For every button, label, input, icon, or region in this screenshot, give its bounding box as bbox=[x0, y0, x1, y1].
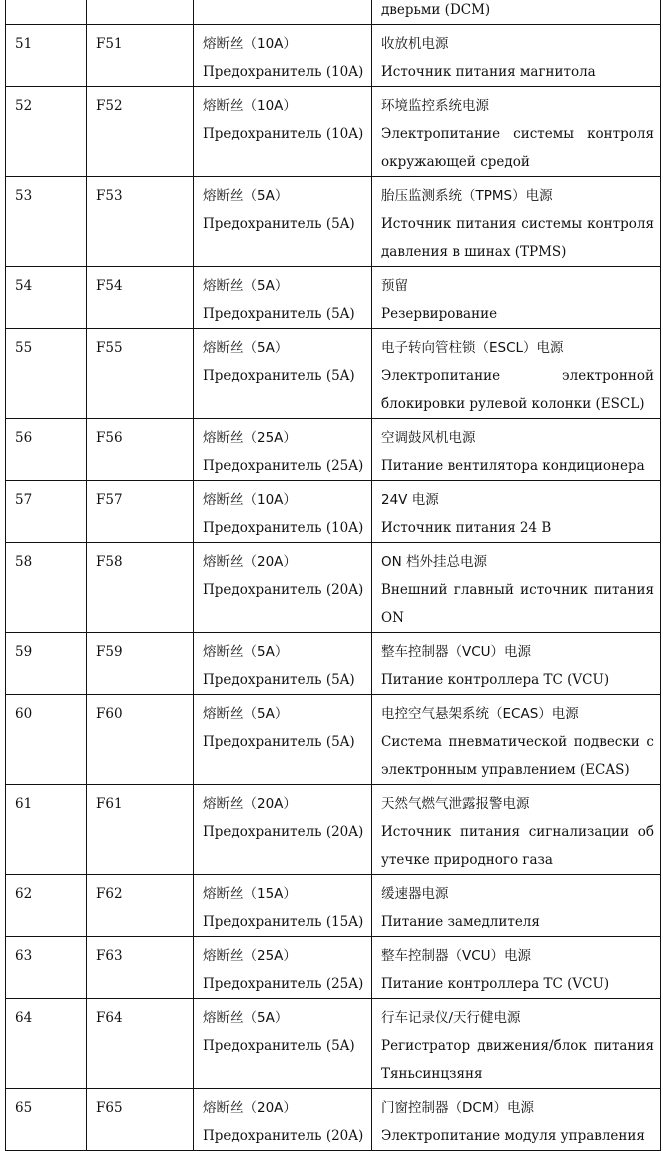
function-cn: 电控空气悬架系统（ECAS）电源 bbox=[381, 706, 579, 722]
row-number-cell bbox=[6, 87, 87, 177]
function-cn: 缓速器电源 bbox=[381, 886, 449, 902]
row-number-cell bbox=[6, 25, 87, 87]
fuse-rating-ru: Предохранитель (10A) bbox=[203, 520, 364, 536]
function-cell bbox=[372, 177, 661, 267]
function-cell bbox=[372, 25, 661, 87]
function-ru-line: ON bbox=[381, 610, 404, 626]
row-number-cell bbox=[6, 937, 87, 999]
function-cell bbox=[372, 633, 661, 695]
fuse-code: F55 bbox=[96, 340, 123, 356]
fuse-rating-ru: Предохранитель (5A) bbox=[203, 734, 355, 750]
row-number: 53 bbox=[15, 188, 33, 204]
row-number-cell bbox=[6, 875, 87, 937]
fuse-code: F52 bbox=[96, 98, 123, 114]
fuse-rating-cn: 熔断丝（20A） bbox=[203, 796, 297, 812]
fuse-rating-ru: Предохранитель (5A) bbox=[203, 1038, 355, 1054]
fuse-rating-cell bbox=[194, 0, 372, 25]
fuse-code: F63 bbox=[96, 948, 123, 964]
function-cn: 电子转向管柱锁（ESCL）电源 bbox=[381, 340, 564, 356]
row-number: 60 bbox=[15, 706, 33, 722]
function-ru-line: Тяньсинцзяня bbox=[381, 1066, 483, 1082]
fuse-rating-cell bbox=[194, 267, 372, 329]
table-row bbox=[6, 543, 661, 633]
fuse-rating-ru: Предохранитель (5A) bbox=[203, 368, 355, 384]
fuse-code: F60 bbox=[96, 706, 123, 722]
fuse-rating-cn: 熔断丝（5A） bbox=[203, 1010, 289, 1026]
function-ru-line: Питание замедлителя bbox=[381, 914, 540, 930]
function-cell bbox=[372, 267, 661, 329]
function-cn: 行车记录仪/天行健电源 bbox=[381, 1010, 521, 1026]
row-number: 55 bbox=[15, 340, 33, 356]
function-ru-line: Внешний главный источник питания bbox=[381, 582, 654, 598]
fuse-rating-cn: 熔断丝（20A） bbox=[203, 554, 297, 570]
row-number: 65 bbox=[15, 1100, 33, 1116]
function-ru-line: Источник питания сигнализации об bbox=[381, 824, 654, 840]
row-number-cell bbox=[6, 785, 87, 875]
fuse-rating-cell bbox=[194, 695, 372, 785]
row-number: 62 bbox=[15, 886, 33, 902]
fuse-code-cell bbox=[87, 0, 194, 25]
function-ru-line: Питание контроллера ТС (VCU) bbox=[381, 976, 610, 992]
fuse-rating-cn: 熔断丝（10A） bbox=[203, 36, 297, 52]
function-cn: 空调鼓风机电源 bbox=[381, 430, 476, 446]
fuse-rating-ru: Предохранитель (5A) bbox=[203, 216, 355, 232]
row-number: 63 bbox=[15, 948, 33, 964]
fuse-table bbox=[5, 0, 661, 1151]
fuse-rating-ru: Предохранитель (15A) bbox=[203, 914, 364, 930]
table-row bbox=[6, 1089, 661, 1151]
fuse-code-cell bbox=[87, 87, 194, 177]
fuse-code-cell bbox=[87, 875, 194, 937]
fuse-code: F59 bbox=[96, 644, 123, 660]
function-ru-line: электронным управлением (ECAS) bbox=[381, 762, 630, 778]
function-ru-line: дверьми (DCM) bbox=[381, 2, 491, 18]
function-ru-line: Электропитание электронной bbox=[381, 368, 654, 384]
function-ru-line: утечке природного газа bbox=[381, 852, 553, 868]
table-row bbox=[6, 329, 661, 419]
fuse-rating-cn: 熔断丝（5A） bbox=[203, 278, 289, 294]
fuse-rating-cn: 熔断丝（20A） bbox=[203, 1100, 297, 1116]
fuse-rating-cell bbox=[194, 329, 372, 419]
fuse-code-cell bbox=[87, 329, 194, 419]
fuse-code-cell bbox=[87, 695, 194, 785]
row-number-cell bbox=[6, 543, 87, 633]
fuse-code: F57 bbox=[96, 492, 123, 508]
table-row bbox=[6, 419, 661, 481]
fuse-rating-ru: Предохранитель (10A) bbox=[203, 64, 364, 80]
function-cn: 24V 电源 bbox=[381, 492, 439, 508]
table-row bbox=[6, 481, 661, 543]
function-ru-line: Источник питания системы контроля bbox=[381, 216, 654, 232]
fuse-code: F62 bbox=[96, 886, 123, 902]
fuse-rating-cell bbox=[194, 481, 372, 543]
function-ru-line: Источник питания магнитола bbox=[381, 64, 596, 80]
table-row bbox=[6, 695, 661, 785]
fuse-code: F65 bbox=[96, 1100, 123, 1116]
fuse-rating-cell bbox=[194, 1089, 372, 1151]
fuse-rating-cn: 熔断丝（15A） bbox=[203, 886, 297, 902]
function-cell bbox=[372, 419, 661, 481]
fuse-rating-cn: 熔断丝（5A） bbox=[203, 706, 289, 722]
function-cn: 预留 bbox=[381, 278, 408, 294]
table-row bbox=[6, 25, 661, 87]
fuse-rating-ru: Предохранитель (20A) bbox=[203, 824, 364, 840]
function-cell bbox=[372, 999, 661, 1089]
fuse-rating-cell bbox=[194, 999, 372, 1089]
fuse-code-cell bbox=[87, 177, 194, 267]
fuse-code: F54 bbox=[96, 278, 123, 294]
row-number-cell bbox=[6, 0, 87, 25]
function-cell bbox=[372, 785, 661, 875]
fuse-code-cell bbox=[87, 25, 194, 87]
fuse-rating-cn: 熔断丝（10A） bbox=[203, 492, 297, 508]
fuse-code-cell bbox=[87, 1089, 194, 1151]
fuse-code-cell bbox=[87, 999, 194, 1089]
function-cell bbox=[372, 875, 661, 937]
function-cn: 门窗控制器（DCM）电源 bbox=[381, 1100, 534, 1116]
row-number: 56 bbox=[15, 430, 33, 446]
fuse-code: F56 bbox=[96, 430, 123, 446]
fuse-code: F53 bbox=[96, 188, 123, 204]
row-number: 58 bbox=[15, 554, 33, 570]
function-cell bbox=[372, 695, 661, 785]
function-ru-line: Питание вентилятора кондиционера bbox=[381, 458, 645, 474]
row-number: 52 bbox=[15, 98, 33, 114]
fuse-rating-cn: 熔断丝（25A） bbox=[203, 948, 297, 964]
fuse-rating-cell bbox=[194, 25, 372, 87]
function-ru-line: Электропитание модуля управления bbox=[381, 1128, 645, 1144]
function-ru-line: Регистратор движения/блок питания bbox=[381, 1038, 654, 1054]
row-number-cell bbox=[6, 329, 87, 419]
function-cn: 胎压监测系统（TPMS）电源 bbox=[381, 188, 553, 204]
fuse-code-cell bbox=[87, 543, 194, 633]
table-row-continued bbox=[6, 0, 661, 25]
function-cell bbox=[372, 937, 661, 999]
row-number-cell bbox=[6, 419, 87, 481]
fuse-rating-cell bbox=[194, 633, 372, 695]
function-ru-line: давления в шинах (TPMS) bbox=[381, 244, 567, 260]
table-row bbox=[6, 633, 661, 695]
fuse-code: F51 bbox=[96, 36, 123, 52]
fuse-rating-ru: Предохранитель (20A) bbox=[203, 1128, 364, 1144]
table-row bbox=[6, 177, 661, 267]
row-number-cell bbox=[6, 1089, 87, 1151]
fuse-rating-cn: 熔断丝（5A） bbox=[203, 644, 289, 660]
fuse-rating-ru: Предохранитель (5A) bbox=[203, 306, 355, 322]
function-cn: 整车控制器（VCU）电源 bbox=[381, 948, 532, 964]
fuse-rating-cell bbox=[194, 937, 372, 999]
fuse-code-cell bbox=[87, 785, 194, 875]
fuse-rating-cell bbox=[194, 87, 372, 177]
table-row bbox=[6, 937, 661, 999]
fuse-rating-cn: 熔断丝（5A） bbox=[203, 188, 289, 204]
fuse-rating-ru: Предохранитель (5A) bbox=[203, 672, 355, 688]
function-cell bbox=[372, 543, 661, 633]
fuse-code-cell bbox=[87, 937, 194, 999]
row-number-cell bbox=[6, 481, 87, 543]
fuse-rating-cn: 熔断丝（5A） bbox=[203, 340, 289, 356]
fuse-code-cell bbox=[87, 419, 194, 481]
row-number: 59 bbox=[15, 644, 33, 660]
table-row bbox=[6, 875, 661, 937]
row-number-cell bbox=[6, 695, 87, 785]
table-row bbox=[6, 87, 661, 177]
fuse-code-cell bbox=[87, 633, 194, 695]
fuse-rating-ru: Предохранитель (20A) bbox=[203, 582, 364, 598]
function-cell bbox=[372, 87, 661, 177]
row-number-cell bbox=[6, 177, 87, 267]
function-ru-line: Электропитание системы контроля bbox=[381, 126, 654, 142]
fuse-rating-cell bbox=[194, 543, 372, 633]
row-number: 61 bbox=[15, 796, 33, 812]
fuse-rating-ru: Предохранитель (10A) bbox=[203, 126, 364, 142]
table-row bbox=[6, 999, 661, 1089]
fuse-table-body bbox=[6, 0, 661, 1151]
fuse-rating-ru: Предохранитель (25A) bbox=[203, 458, 364, 474]
table-row bbox=[6, 785, 661, 875]
row-number: 51 bbox=[15, 36, 33, 52]
function-cn: 整车控制器（VCU）电源 bbox=[381, 644, 532, 660]
row-number: 64 bbox=[15, 1010, 33, 1026]
function-ru-line: окружающей средой bbox=[381, 154, 530, 170]
function-cell bbox=[372, 481, 661, 543]
function-ru-line: Система пневматической подвески с bbox=[381, 734, 654, 750]
table-row bbox=[6, 267, 661, 329]
function-ru-line: Источник питания 24 В bbox=[381, 520, 552, 536]
row-number: 54 bbox=[15, 278, 33, 294]
function-cell bbox=[372, 1089, 661, 1151]
fuse-rating-ru: Предохранитель (25A) bbox=[203, 976, 364, 992]
row-number-cell bbox=[6, 999, 87, 1089]
row-number: 57 bbox=[15, 492, 33, 508]
fuse-rating-cell bbox=[194, 419, 372, 481]
function-cell bbox=[372, 329, 661, 419]
fuse-code-cell bbox=[87, 481, 194, 543]
fuse-rating-cell bbox=[194, 875, 372, 937]
fuse-code: F64 bbox=[96, 1010, 123, 1026]
fuse-rating-cell bbox=[194, 785, 372, 875]
fuse-code-cell bbox=[87, 267, 194, 329]
function-cn: 环境监控系统电源 bbox=[381, 98, 489, 114]
function-cell bbox=[372, 0, 661, 25]
fuse-rating-cn: 熔断丝（25A） bbox=[203, 430, 297, 446]
row-number-cell bbox=[6, 633, 87, 695]
function-ru-line: Питание контроллера ТС (VCU) bbox=[381, 672, 610, 688]
function-cn: 收放机电源 bbox=[381, 36, 449, 52]
fuse-rating-cell bbox=[194, 177, 372, 267]
function-cn: 天然气燃气泄露报警电源 bbox=[381, 796, 530, 812]
function-cn: ON 档外挂总电源 bbox=[381, 554, 488, 570]
fuse-code: F58 bbox=[96, 554, 123, 570]
fuse-rating-cn: 熔断丝（10A） bbox=[203, 98, 297, 114]
row-number-cell bbox=[6, 267, 87, 329]
function-ru-line: Резервирование bbox=[381, 306, 498, 322]
function-ru-line: блокировки рулевой колонки (ESCL) bbox=[381, 396, 645, 412]
fuse-code: F61 bbox=[96, 796, 123, 812]
